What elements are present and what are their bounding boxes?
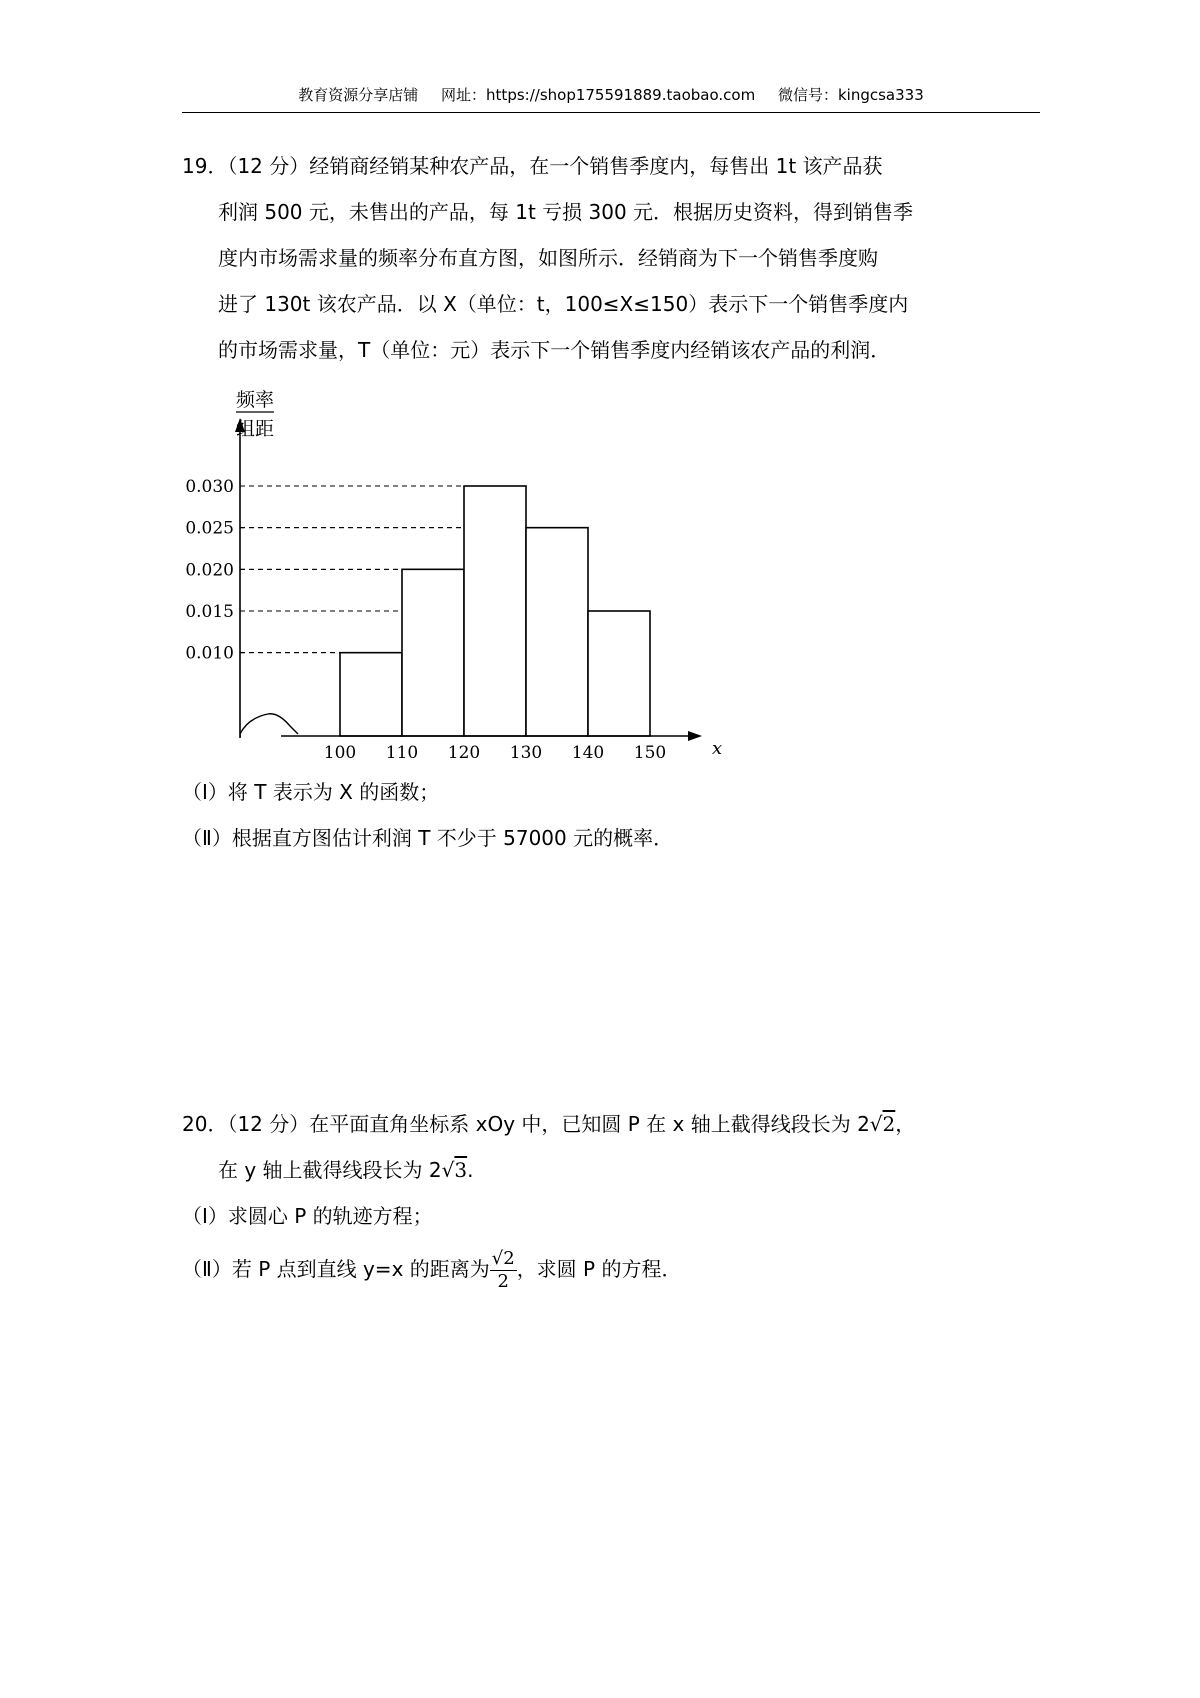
x-axis-arrow (688, 731, 702, 741)
fraction-numerator: √2 (491, 1248, 515, 1269)
histogram-bar-120-130 (464, 486, 526, 736)
y-tick-label: 0.010 (185, 643, 234, 664)
q19-part-1: （Ⅰ）将 T 表示为 X 的函数； (182, 780, 440, 804)
q19-line-5: 的市场需求量，T（单位：元）表示下一个销售季度内经销该农产品的利润． (218, 338, 891, 362)
histogram-bar-100-110 (340, 653, 402, 736)
q20-line-1-end: ， (895, 1112, 916, 1136)
histogram-bar-130-140 (526, 528, 588, 736)
y-tick-label: 0.025 (185, 518, 234, 539)
x-tick-label: 140 (571, 743, 605, 763)
x-tick-label: 150 (633, 743, 667, 763)
x-tick-label: 130 (509, 743, 543, 763)
shop-url: 网址：https://shop175591889.taobao.com (441, 86, 756, 104)
q19-line-1: 19．（12 分）经销商经销某种农产品，在一个销售季度内，每售出 1t 该产品获 (182, 154, 883, 178)
wechat-id: 微信号：kingcsa333 (777, 86, 924, 104)
x-axis-label: x (712, 738, 723, 759)
sqrt-radicand: 2 (882, 1112, 896, 1136)
q19-part-2: （Ⅱ）根据直方图估计利润 T 不少于 57000 元的概率． (182, 826, 674, 850)
fraction-denominator: 2 (497, 1271, 509, 1292)
q20-part-2 (182, 1248, 681, 1293)
histogram-bar-140-150 (588, 611, 650, 736)
axis-break-gap (241, 733, 281, 739)
sqrt-2-expression: √2 (869, 1112, 896, 1136)
q19-line-3: 度内市场需求量的频率分布直方图，如图所示．经销商为下一个销售季度购 (218, 246, 878, 270)
shop-name: 教育资源分享店铺 (298, 86, 419, 104)
frequency-histogram (182, 386, 742, 766)
y-tick-label: 0.030 (185, 477, 234, 497)
sqrt-3-expression: √3 (441, 1158, 468, 1182)
y-tick-label: 0.020 (185, 560, 234, 581)
x-tick-label: 110 (385, 743, 419, 763)
y-axis-label-top: 频率 (235, 389, 275, 411)
sqrt-radicand: 3 (454, 1158, 468, 1182)
q20-line-2 (218, 1154, 473, 1183)
q19-line-2: 利润 500 元，未售出的产品，每 1t 亏损 300 元．根据历史资料，得到销售季 (218, 200, 914, 224)
page-header (182, 84, 1040, 113)
q20-line-2-end: . (467, 1158, 474, 1182)
x-tick-label: 100 (323, 743, 357, 763)
y-axis-label-bottom: 组距 (235, 418, 275, 440)
axis-break-mark (240, 714, 298, 734)
histogram-bar-110-120 (402, 569, 464, 736)
q20-part-2-text: （Ⅱ）若 P 点到直线 y=x 的距离为 (182, 1257, 490, 1281)
y-tick-label: 0.015 (185, 602, 234, 622)
x-tick-label: 120 (447, 743, 481, 763)
q20-part-1: （Ⅰ）求圆心 P 的轨迹方程； (182, 1204, 433, 1228)
fraction-sqrt2-over-2 (490, 1248, 517, 1293)
q19-line-4: 进了 130t 该农产品．以 X（单位：t，100≤X≤150）表示下一个销售季度内 (218, 292, 909, 316)
q20-line-2-text: 在 y 轴上截得线段长为 2 (218, 1158, 442, 1182)
q20-part-2-end: ，求圆 P 的方程． (516, 1257, 682, 1281)
q20-line-1-text: 20．（12 分）在平面直角坐标系 xOy 中，已知圆 P 在 x 轴上截得线段长为 2 (182, 1112, 870, 1136)
q20-line-1 (182, 1108, 915, 1137)
